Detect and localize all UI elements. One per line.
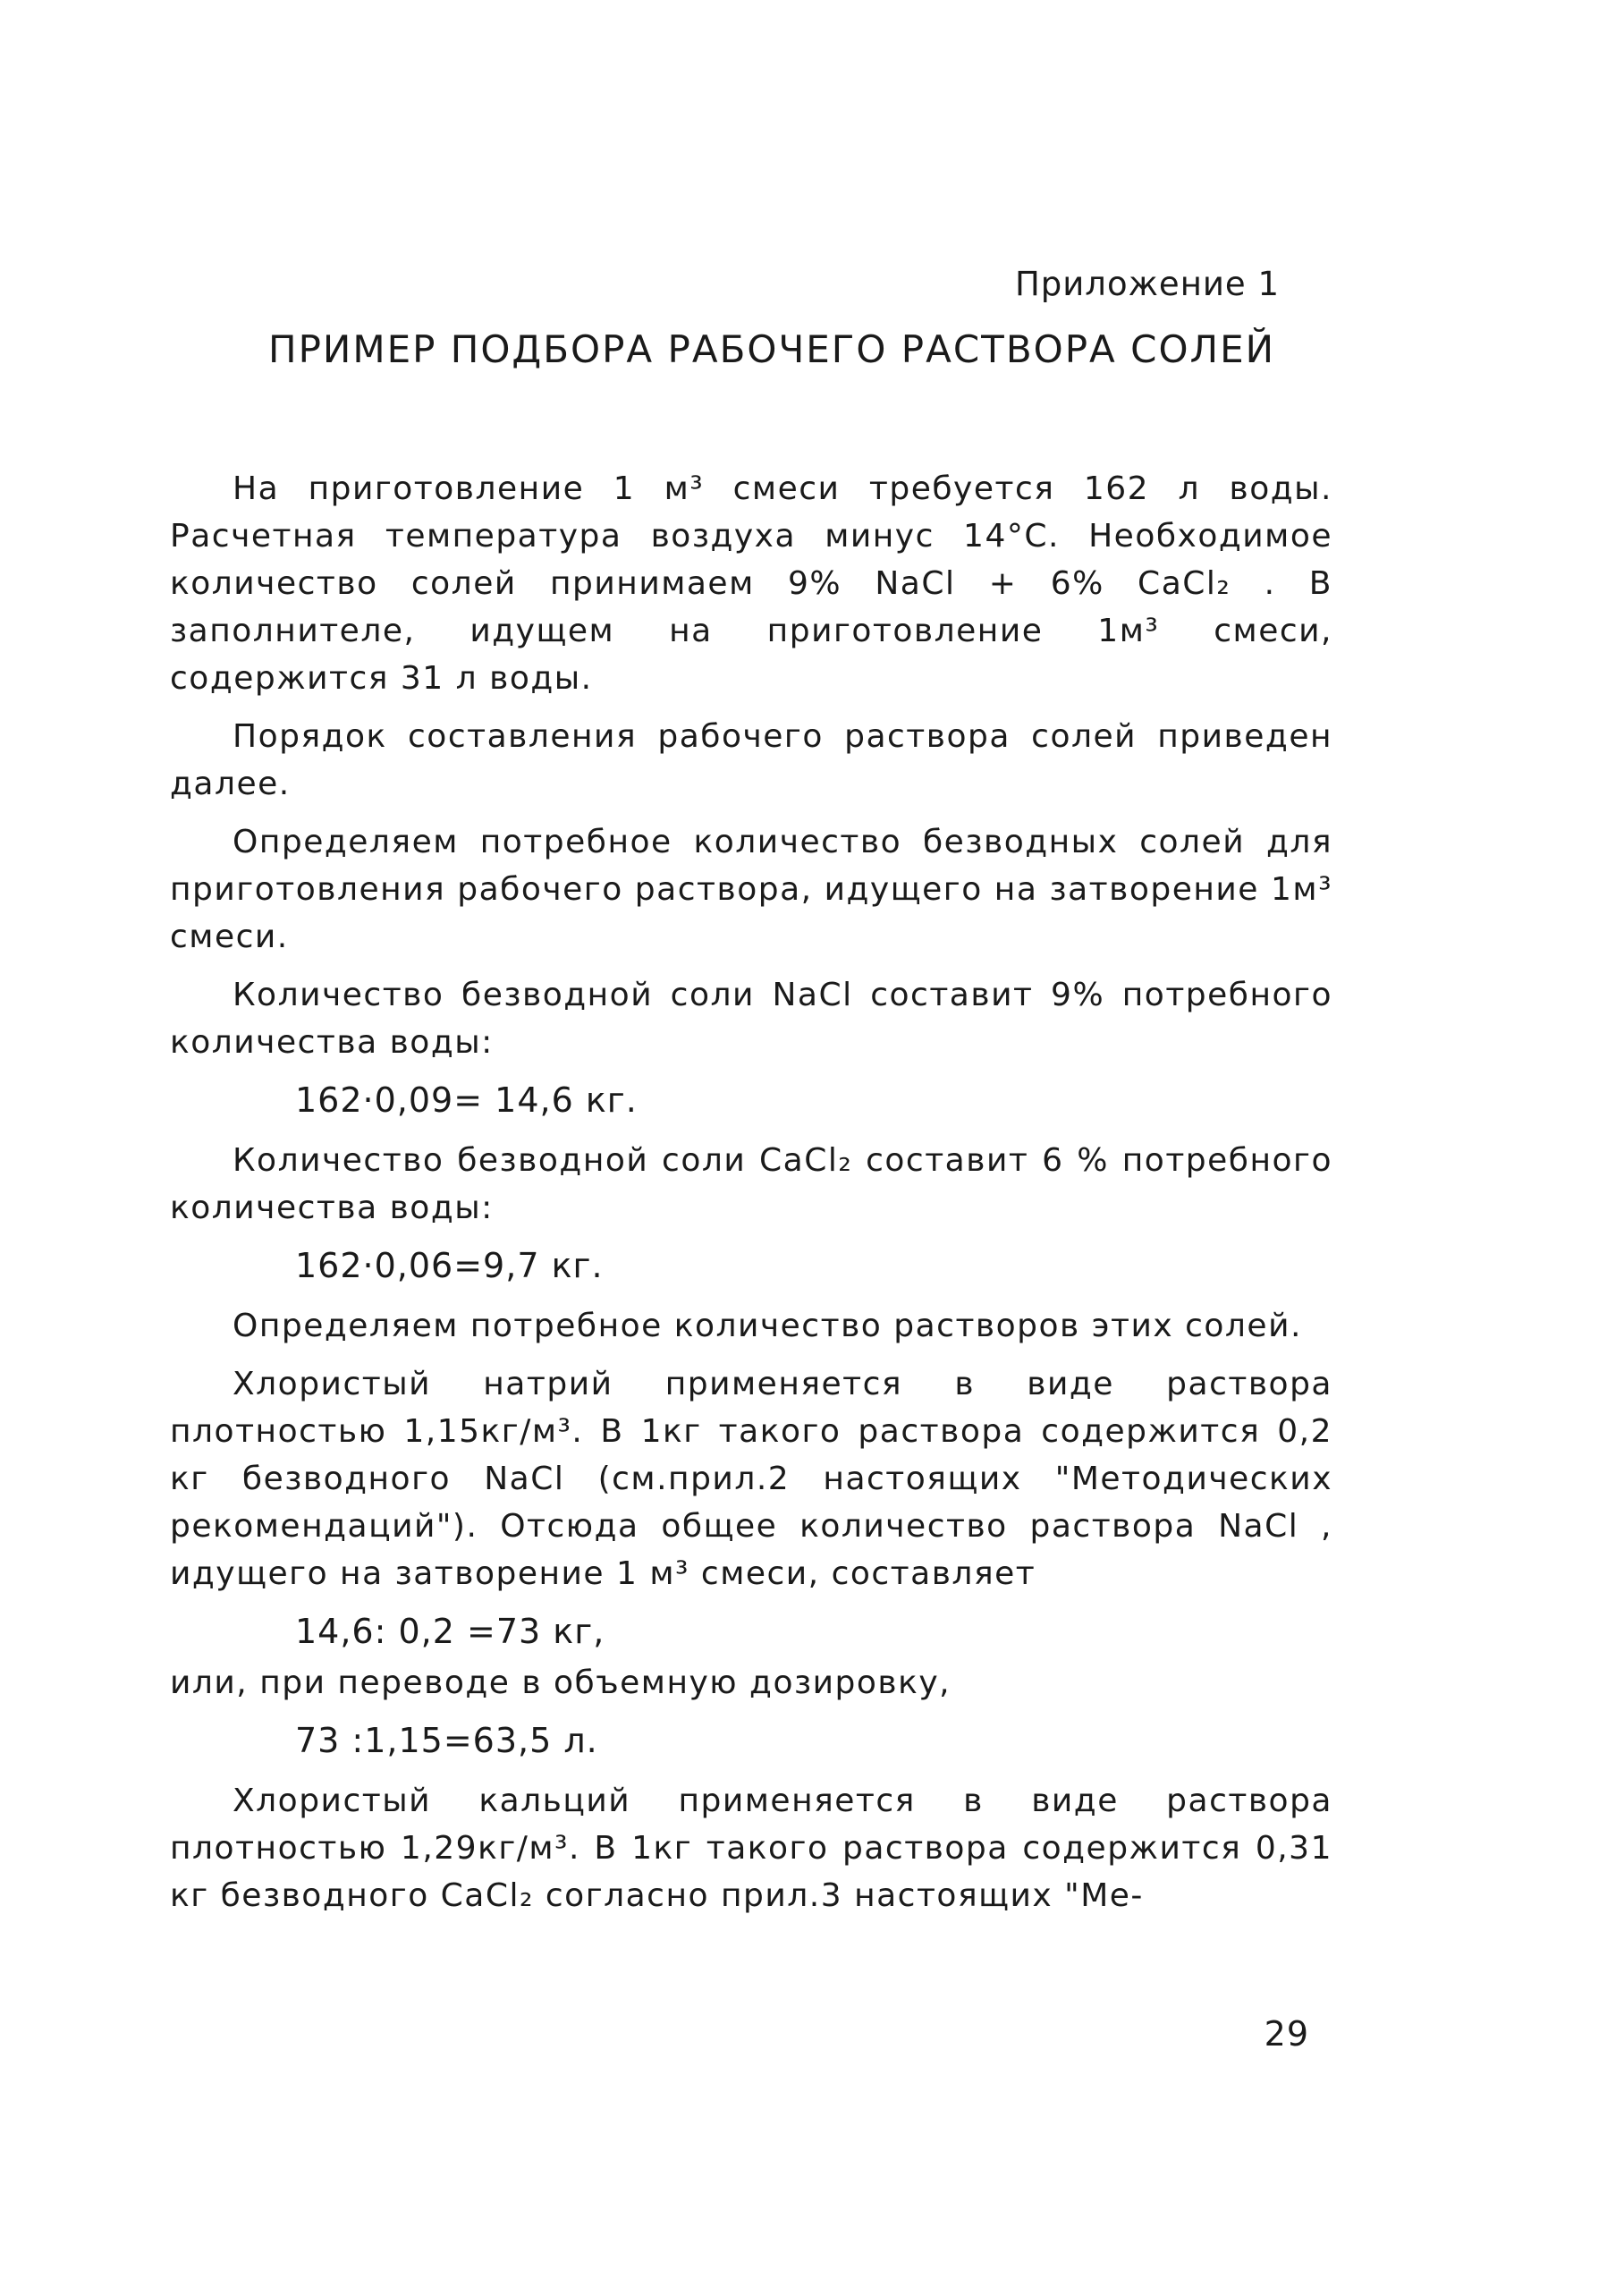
formula-nacl-solution: 14,6: 0,2 =73 кг, xyxy=(295,1612,605,1651)
paragraph-2: Порядок составления рабочего раствора солей приведен далее. xyxy=(170,718,1332,802)
paragraph-3: Определяем потребное количество безводных солей для приготовления рабочего раствора, идущего на затворение 1м³ смеси. xyxy=(170,824,1332,955)
formula-nacl-mass: 162·0,09= 14,6 кг. xyxy=(295,1080,638,1120)
appendix-label: Приложение 1 xyxy=(1014,265,1280,303)
paragraph-4: Количество безводной соли NaCl составит 9% потребного количества воды: xyxy=(170,977,1332,1061)
paragraph-9: Хлористый кальций применяется в виде раствора плотностью 1,29кг/м³. В 1кг такого раствора содержится 0,31 кг безводного CaCl₂ согласно прил.3 настоящих "Ме- xyxy=(170,1783,1332,1914)
formula-cacl2-mass: 162·0,06=9,7 кг. xyxy=(295,1246,604,1285)
page-number: 29 xyxy=(1264,2014,1309,2054)
paragraph-1: На приготовление 1 м³ смеси требуется 162 л воды. Расчетная температура воздуха минус 14°С. Необходимое количество солей принимаем 9% NaCl + 6% CaCl₂ . В заполнителе, идущем на приготовление 1м³ смеси, содержится 31 л воды. xyxy=(170,470,1332,697)
formula-nacl-volume: 73 :1,15=63,5 л. xyxy=(295,1721,598,1760)
paragraph-5: Количество безводной соли CaCl₂ составит 6 % потребного количества воды: xyxy=(170,1142,1332,1226)
page-title: ПРИМЕР ПОДБОРА РАБОЧЕГО РАСТВОРА СОЛЕЙ xyxy=(268,327,1276,371)
paragraph-8: или, при переводе в объемную дозировку, xyxy=(170,1664,952,1701)
document-body xyxy=(170,465,1332,1930)
paragraph-6: Определяем потребное количество растворов этих солей. xyxy=(233,1308,1302,1344)
paragraph-7: Хлористый натрий применяется в виде раствора плотностью 1,15кг/м³. В 1кг такого раствора содержится 0,2 кг безводного NaCl (см.прил.2 настоящих "Методических рекомендаций"). Отсюда общее количество раствора NaCl , идущего на затворение 1 м³ смеси, составляет xyxy=(170,1366,1332,1592)
